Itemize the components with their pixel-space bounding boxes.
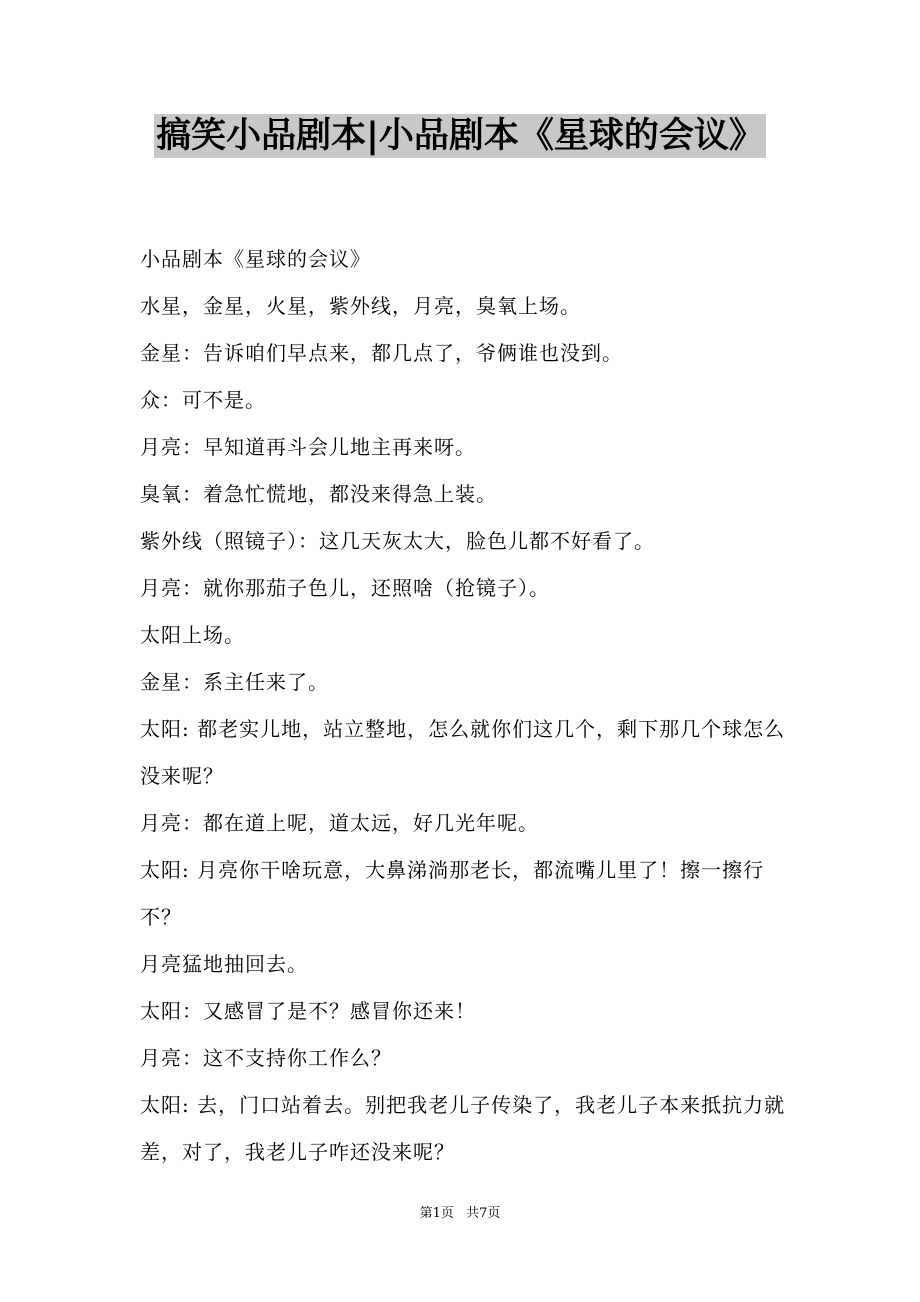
title-container	[0, 114, 920, 158]
paragraph: 月亮：就你那茄子色儿，还照啥（抢镜子）。	[140, 576, 550, 600]
page-footer	[0, 1205, 920, 1223]
page-number-total: 共7页	[466, 1206, 501, 1221]
paragraph: 太阳：又感冒了是不？感冒你还来！	[140, 999, 476, 1023]
page-number-current: 第1页	[419, 1206, 454, 1221]
paragraph: 紫外线（照镜子）：这几天灰太大，脸色儿都不好看了。	[140, 529, 655, 553]
paragraph: 臭氧：着急忙慌地，都没来得急上装。	[140, 482, 497, 506]
paragraph: 小品剧本《星球的会议》	[140, 247, 371, 271]
paragraph: 金星：系主任来了。	[140, 670, 329, 694]
paragraph: 月亮：都在道上呢，道太远，好几光年呢。	[140, 811, 539, 835]
document-body	[140, 236, 790, 1176]
paragraph: 太阳: 去，门口站着去。别把我老儿子传染了，我老儿子本来抵抗力就差，对了，我老儿子咋还没来呢？	[140, 1093, 786, 1164]
paragraph: 太阳上场。	[140, 623, 245, 647]
paragraph: 月亮：这不支持你工作么？	[140, 1046, 392, 1070]
paragraph: 水星，金星，火星，紫外线，月亮，臭氧上场。	[140, 294, 581, 318]
paragraph: 太阳: 月亮你干啥玩意，大鼻涕淌那老长，都流嘴儿里了！擦一擦行不？	[140, 858, 765, 929]
paragraph: 众：可不是。	[140, 388, 266, 412]
document-title: 搞笑小品剧本|小品剧本《星球的会议》	[156, 116, 764, 156]
paragraph: 金星：告诉咱们早点来，都几点了，爷俩谁也没到。	[140, 341, 623, 365]
paragraph: 月亮猛地抽回去。	[140, 952, 308, 976]
paragraph: 月亮：早知道再斗会儿地主再来呀。	[140, 435, 476, 459]
paragraph: 太阳: 都老实儿地，站立整地，怎么就你们这几个，剩下那几个球怎么没来呢？	[140, 717, 786, 788]
